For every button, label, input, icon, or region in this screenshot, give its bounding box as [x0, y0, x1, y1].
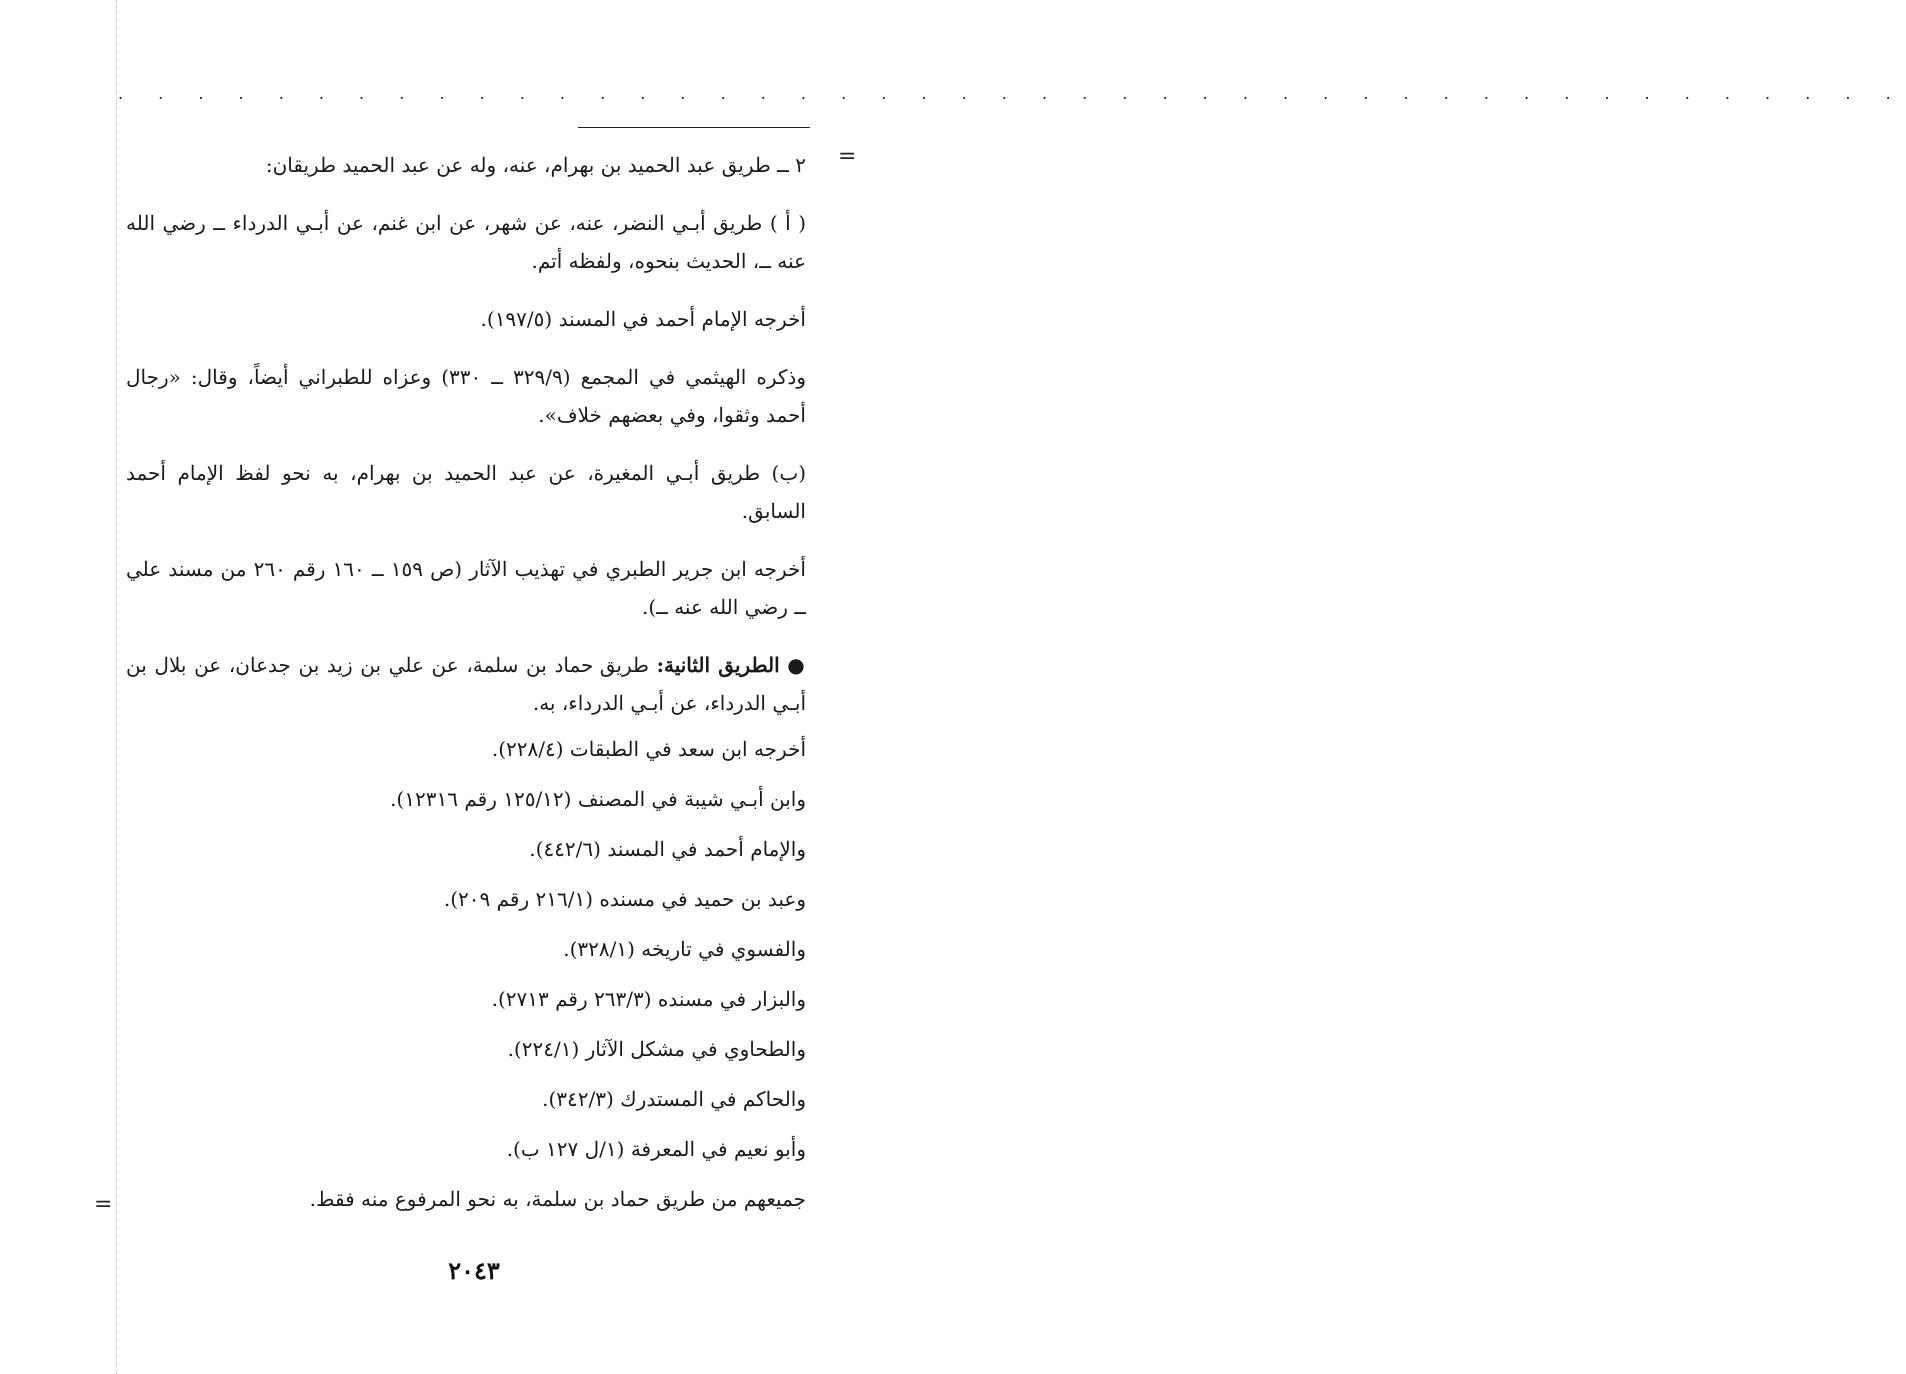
header-rule	[578, 127, 810, 128]
paragraph-route-a: ( أ ) طريق أبـي النضر، عنه، عن شهر، عن ابن غنم، عن أبـي الدرداء ــ رضي الله عنه ــ، الحديث بنحوه، ولفظه أتم.	[126, 211, 806, 273]
continuation-mark-bottom: =	[94, 1192, 113, 1217]
paragraph-ahmad-musnad: أخرجه الإمام أحمد في المسند (١٩٧/٥).	[480, 307, 806, 331]
citation-fasawi: والفسوي في تاريخه (٣٢٨/١).	[563, 937, 806, 961]
page-number: ٢٠٤٣	[448, 1256, 500, 1285]
paragraph-tabari: أخرجه ابن جرير الطبري في تهذيب الآثار (ص ١٥٩ ــ ١٦٠ رقم ٢٦٠ من مسند علي ــ رضي الله عنه ــ).	[126, 557, 806, 619]
citation-abu-nuaym: وأبو نعيم في المعرفة (١/ل ١٢٧ ب).	[506, 1137, 806, 1161]
paragraph-route-2: ٢ ــ طريق عبد الحميد بن بهرام، عنه، وله عن عبد الحميد طريقان:	[265, 153, 806, 177]
paragraph-second-route	[126, 646, 806, 722]
footnote-body	[126, 146, 806, 1238]
citation-hakim: والحاكم في المستدرك (٣٤٢/٣).	[542, 1087, 806, 1111]
second-route-text: طريق حماد بن سلمة، عن علي بن زيد بن جدعان، عن بلال بن أبـي الدرداء، عن أبـي الدرداء، به.	[126, 653, 806, 715]
paragraph-route-b: (ب) طريق أبـي المغيرة، عن عبد الحميد بن بهرام، به نحو لفظ الإمام أحمد السابق.	[126, 461, 806, 523]
bullet-icon: ●	[787, 653, 806, 677]
left-margin-rule	[116, 0, 117, 1374]
second-route-label: الطريق الثانية:	[656, 653, 780, 677]
header-dotted-line: . . . . . . . . . . . . . . . . . . . . . . . . . . . . . . . . . . . . . . . . . . . . .	[118, 84, 1906, 103]
citation-ibn-saad: أخرجه ابن سعد في الطبقات (٢٢٨/٤).	[491, 737, 806, 761]
citation-ahmad: والإمام أحمد في المسند (٤٤٢/٦).	[529, 837, 806, 861]
paragraph-summary: جميعهم من طريق حماد بن سلمة، به نحو المرفوع منه فقط.	[309, 1187, 806, 1211]
citation-ibn-abi-shayba: وابن أبـي شيبة في المصنف (١٢٥/١٢ رقم ١٢٣١٦).	[390, 787, 806, 811]
continuation-mark-top: =	[838, 144, 857, 169]
citation-abd-ibn-humayd: وعبد بن حميد في مسنده (٢١٦/١ رقم ٢٠٩).	[443, 887, 806, 911]
citation-bazzar: والبزار في مسنده (٢٦٣/٣ رقم ٢٧١٣).	[491, 987, 806, 1011]
citation-tahawi: والطحاوي في مشكل الآثار (٢٢٤/١).	[507, 1037, 806, 1061]
paragraph-haythami: وذكره الهيثمي في المجمع (٣٢٩/٩ ــ ٣٣٠) وعزاه للطبراني أيضاً، وقال: «رجال أحمد وثقوا، وفي بعضهم خلاف».	[126, 365, 806, 427]
